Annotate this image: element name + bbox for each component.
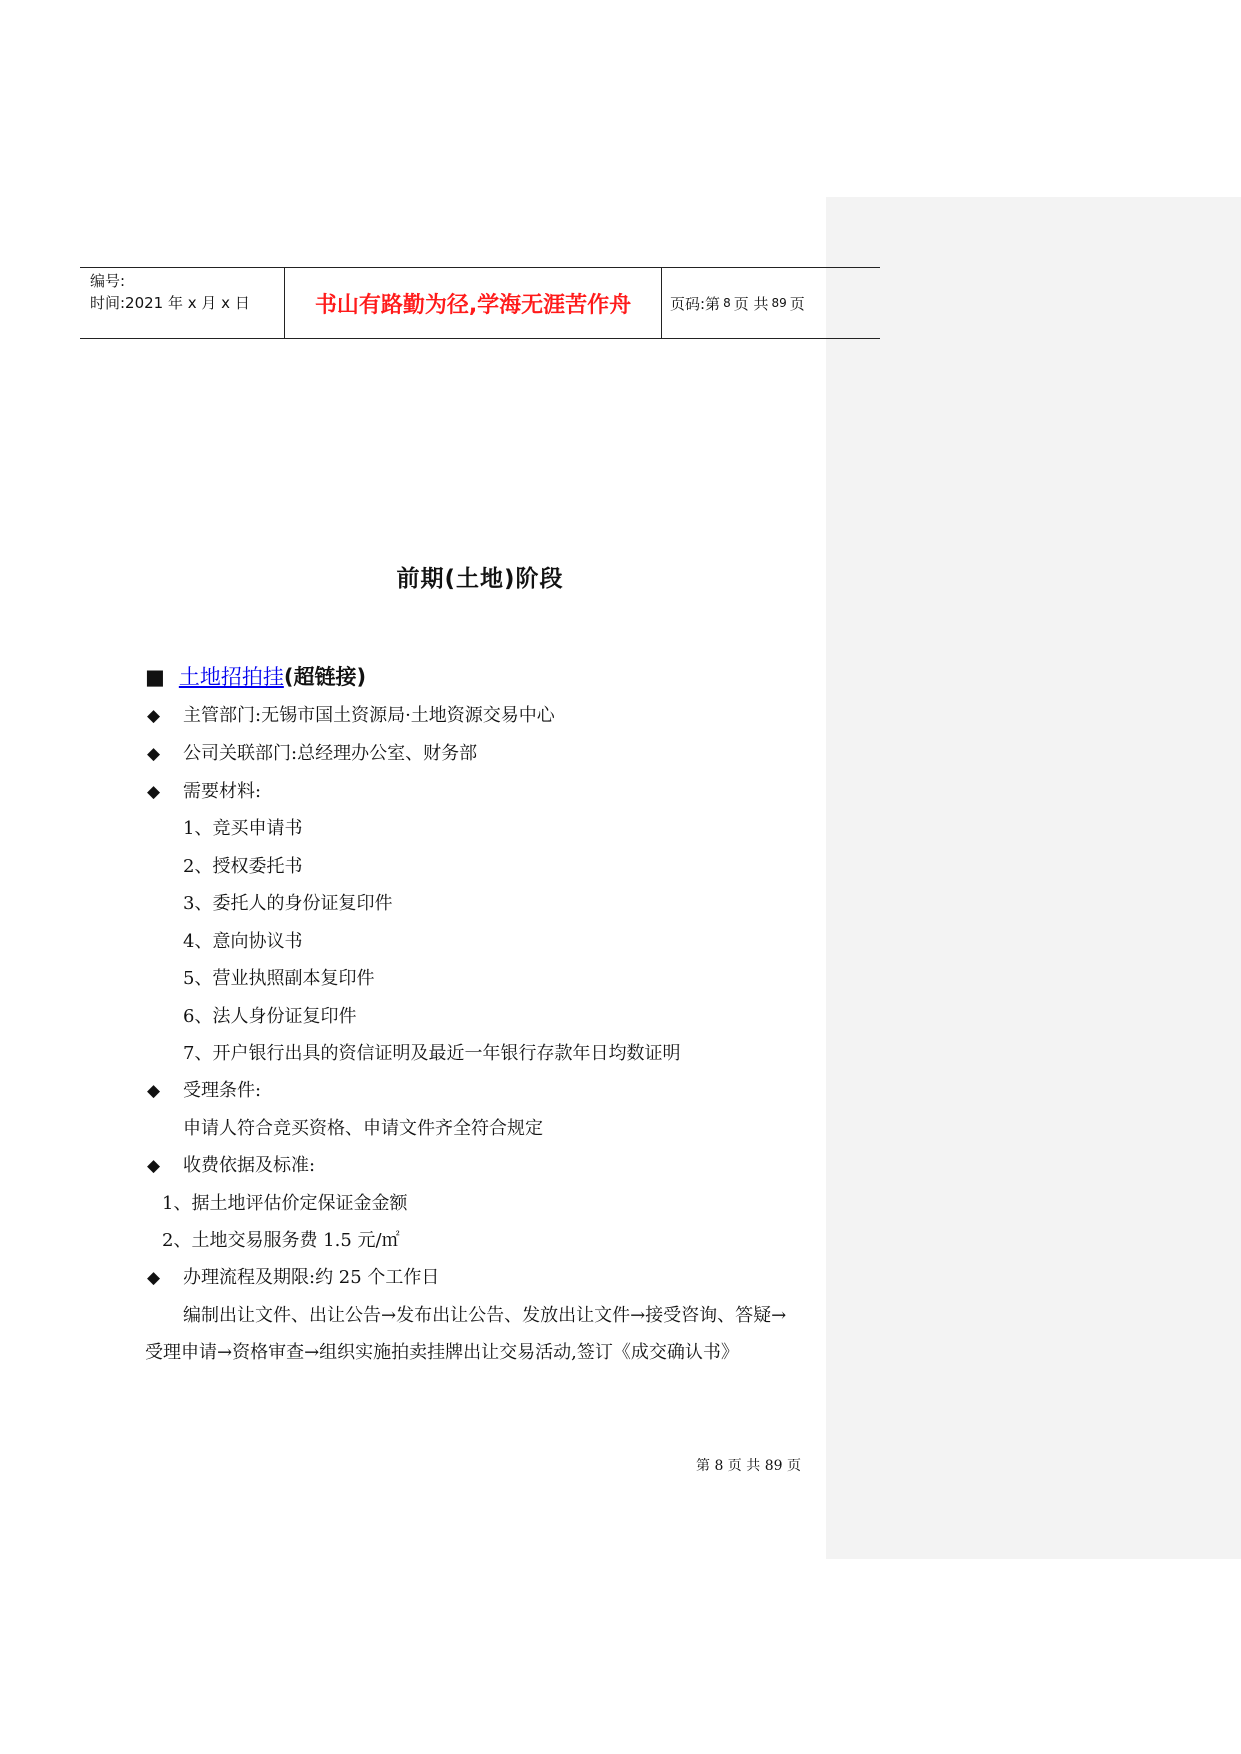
time-label: 时间:2021 年 x 月 x 日 [90,294,250,312]
hyperlink-note: (超链接) [283,665,367,689]
dept-line: 主管部门:无锡市国土资源局·土地资源交易中心 [183,705,555,726]
material-item: 6、法人身份证复印件 [183,1006,357,1027]
material-item: 4、意向协议书 [183,931,303,952]
material-item: 5、营业执照副本复印件 [183,968,375,989]
fee-item: 2、土地交易服务费 1.5 元/㎡ [162,1230,400,1251]
material-item: 1、竞买申请书 [183,818,303,839]
page-footer: 第 8 页 共 89 页 [696,1458,801,1474]
diamond-bullet-icon: ◆ [147,744,161,764]
square-bullet-icon: ■ [145,665,165,689]
document-title: 前期(土地)阶段 [396,566,564,592]
process-line: 受理申请→资格审查→组织实施拍卖挂牌出让交易活动,签订《成交确认书》 [145,1342,739,1363]
fees-label: 收费依据及标准: [183,1155,316,1176]
comment-pane [826,197,1241,1559]
material-item: 2、授权委托书 [183,856,303,877]
material-item: 3、委托人的身份证复印件 [183,893,393,914]
page-prefix: 页码:第 [670,294,721,313]
number-label: 编号: [90,272,126,290]
process-line: 编制出让文件、出让公告→发布出让公告、发放出让文件→接受咨询、答疑→ [183,1305,787,1326]
diamond-bullet-icon: ◆ [147,1081,161,1101]
header-page-info [662,268,880,338]
diamond-bullet-icon: ◆ [147,706,161,726]
land-auction-link[interactable]: 土地招拍挂 [178,665,284,689]
page-mid: 页 共 [733,294,769,313]
section-heading [145,661,366,691]
fee-item: 1、据土地评估价定保证金金额 [162,1193,408,1214]
page-number: 8 [723,296,731,310]
diamond-bullet-icon: ◆ [147,782,161,802]
conditions-label: 受理条件: [183,1080,262,1101]
page-total: 89 [771,296,787,310]
page-suffix: 页 [789,294,805,313]
materials-label: 需要材料: [183,781,262,802]
page-header [80,267,880,339]
related-dept-line: 公司关联部门:总经理办公室、财务部 [183,743,478,764]
conditions-text: 申请人符合竞买资格、申请文件齐全符合规定 [183,1118,543,1139]
header-info-cell [80,268,285,338]
diamond-bullet-icon: ◆ [147,1268,161,1288]
header-motto: 书山有路勤为径,学海无涯苦作舟 [285,268,662,338]
diamond-bullet-icon: ◆ [147,1156,161,1176]
material-item: 7、开户银行出具的资信证明及最近一年银行存款年日均数证明 [183,1043,681,1064]
process-label: 办理流程及期限:约 25 个工作日 [183,1267,440,1288]
